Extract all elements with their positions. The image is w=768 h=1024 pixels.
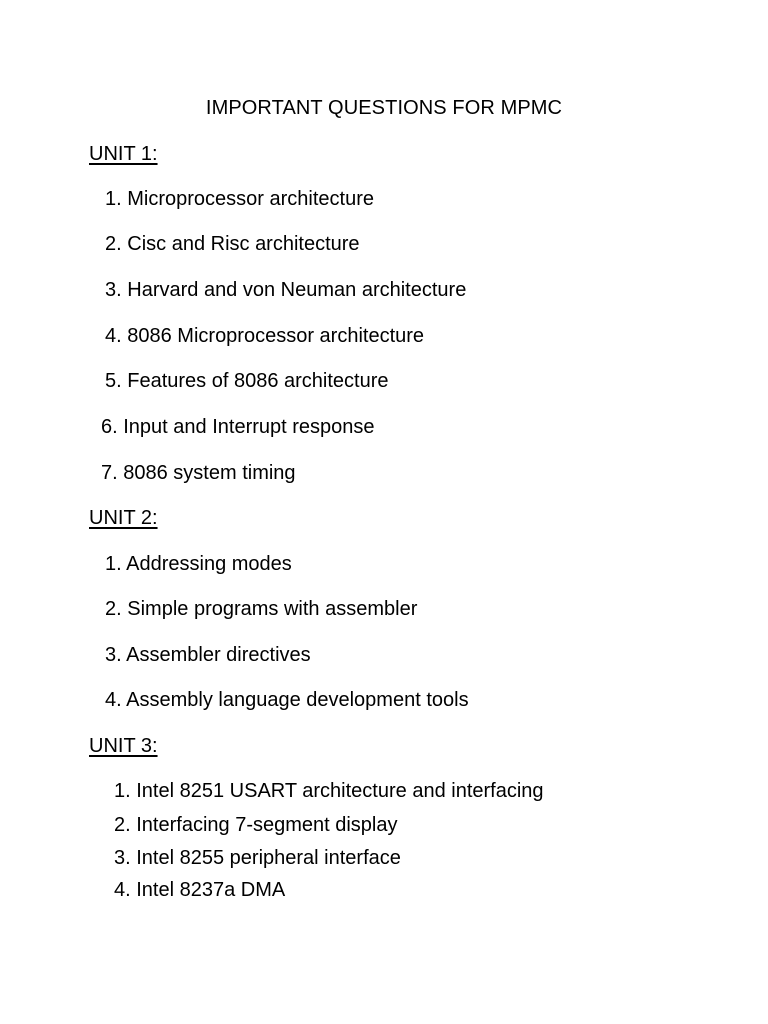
question-text: 8086 Microprocessor architecture [127, 325, 425, 347]
question-text: Interfacing 7-segment display [136, 814, 398, 836]
question-number: 1. [105, 553, 122, 575]
question-number: 2. [114, 814, 131, 836]
unit-2-question-2 [105, 595, 417, 623]
question-number: 2. [105, 598, 122, 620]
unit-1-question-6 [101, 413, 375, 441]
unit-2-question-1 [105, 550, 292, 578]
question-text: Harvard and von Neuman architecture [127, 279, 467, 301]
unit-1-question-7 [101, 459, 296, 487]
question-number: 3. [105, 644, 122, 666]
unit-2-question-3 [105, 641, 311, 669]
unit-2-question-4 [105, 686, 469, 714]
question-number: 3. [114, 847, 131, 869]
question-text: Intel 8237a DMA [136, 879, 286, 901]
unit-1-question-2 [105, 230, 360, 258]
question-number: 2. [105, 233, 122, 255]
question-text: Assembler directives [126, 644, 311, 666]
question-text: Features of 8086 architecture [127, 370, 389, 392]
unit-1-question-4 [105, 322, 424, 350]
question-number: 4. [114, 879, 131, 901]
question-number: 1. [105, 188, 122, 210]
unit-3-question-1 [114, 777, 544, 805]
question-text: 8086 system timing [123, 462, 296, 484]
unit-3-heading: UNIT 3: [89, 735, 158, 757]
question-text: Addressing modes [126, 553, 292, 575]
question-number: 5. [105, 370, 122, 392]
unit-2-heading: UNIT 2: [89, 507, 158, 529]
question-text: Cisc and Risc architecture [127, 233, 360, 255]
question-number: 4. [105, 689, 122, 711]
question-text: Intel 8251 USART architecture and interfacing [136, 780, 544, 802]
question-number: 3. [105, 279, 122, 301]
unit-1-question-5 [105, 367, 389, 395]
unit-3-question-3 [114, 844, 401, 872]
question-number: 6. [101, 416, 118, 438]
question-text: Input and Interrupt response [123, 416, 375, 438]
question-text: Assembly language development tools [126, 689, 469, 711]
unit-1-heading: UNIT 1: [89, 143, 158, 165]
unit-1-question-1 [105, 185, 374, 213]
question-number: 4. [105, 325, 122, 347]
unit-1-question-3 [105, 276, 466, 304]
unit-3-question-2 [114, 811, 398, 839]
question-number: 7. [101, 462, 118, 484]
document-title: IMPORTANT QUESTIONS FOR MPMC [205, 97, 563, 119]
question-text: Simple programs with assembler [127, 598, 418, 620]
question-number: 1. [114, 780, 131, 802]
question-text: Microprocessor architecture [127, 188, 374, 210]
unit-3-question-4 [114, 876, 285, 904]
question-text: Intel 8255 peripheral interface [136, 847, 401, 869]
